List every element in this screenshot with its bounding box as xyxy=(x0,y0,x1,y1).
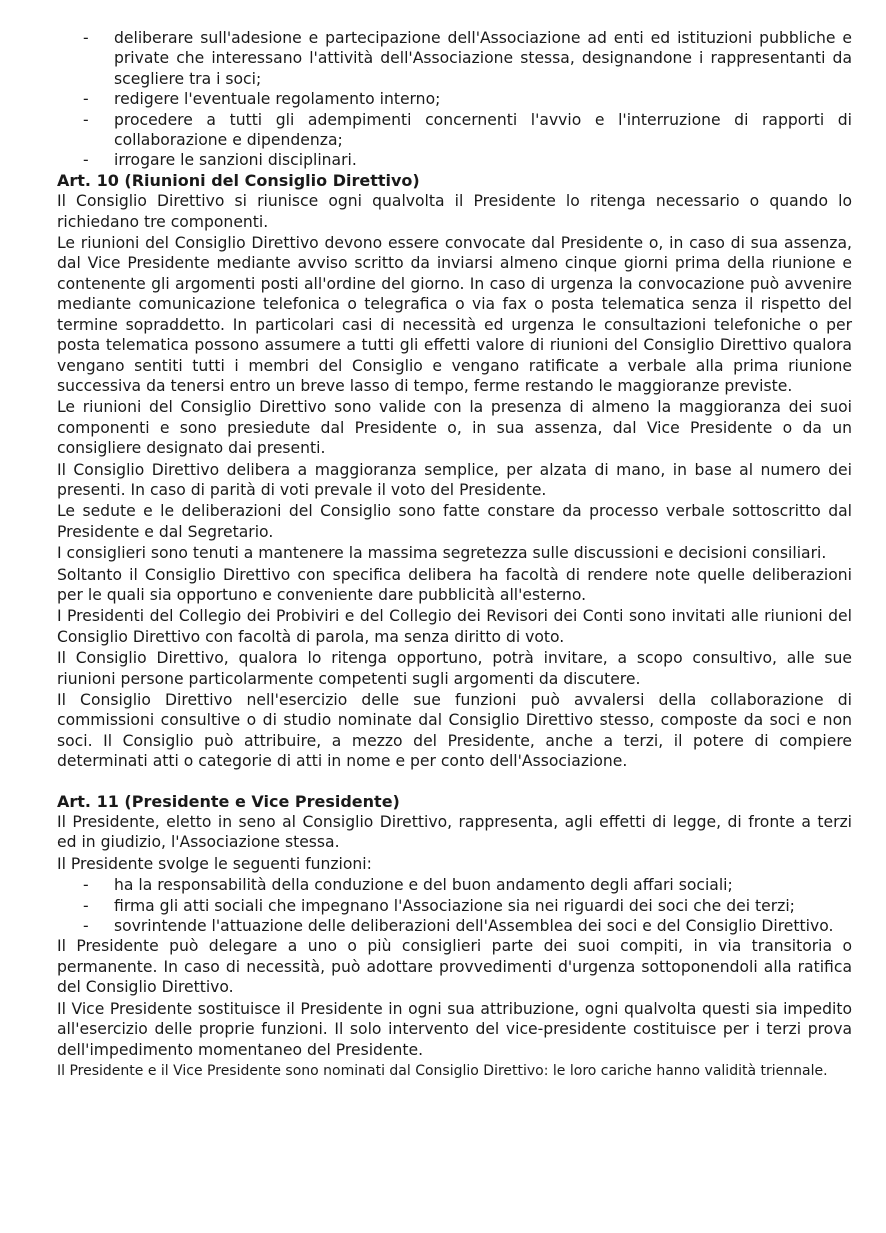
list-item-text: procedere a tutti gli adempimenti concernenti l'avvio e l'interruzione di rapporti di collaborazione e dipendenza; xyxy=(114,110,852,150)
list-item xyxy=(57,110,852,151)
bullet-dash: - xyxy=(83,917,89,936)
art10-heading: Art. 10 (Riunioni del Consiglio Direttivo) xyxy=(57,170,420,190)
bullet-dash: - xyxy=(83,876,89,895)
art11-heading: Art. 11 (Presidente e Vice Presidente) xyxy=(57,791,400,811)
bullet-dash: - xyxy=(83,151,89,170)
art10-paragraph: I consiglieri sono tenuti a mantenere la massima segretezza sulle discussioni e decisioni consiliari. xyxy=(57,544,827,563)
art10-paragraph: Il Consiglio Direttivo, qualora lo ritenga opportuno, potrà invitare, a scopo consultivo, alle sue riunioni persone particolarmente competenti sugli argomenti da discutere. xyxy=(57,649,852,688)
list-item-text: deliberare sull'adesione e partecipazione dell'Associazione ad enti ed istituzioni pubbliche e private che interessano l'attività dell'Associazione stessa, designandone i rappresentanti da scegliere tra i soci; xyxy=(114,29,852,88)
bullet-dash: - xyxy=(83,896,89,915)
president-duties-list xyxy=(57,875,852,936)
art10-paragraph: Il Consiglio Direttivo si riunisce ogni qualvolta il Presidente lo ritenga necessario o quando lo richiedano tre componenti. xyxy=(57,192,852,231)
art11-paragraph: Il Presidente può delegare a uno o più consiglieri parte dei suoi compiti, in via transitoria o permanente. In caso di necessità, può adottare provvedimenti d'urgenza sottoponendoli alla ratifica del Consiglio Direttivo. xyxy=(57,937,852,997)
list-item xyxy=(57,28,852,89)
art10-paragraph: Il Consiglio Direttivo nell'esercizio delle sue funzioni può avvalersi della collaborazione di commissioni consultive o di studio nominate dal Consiglio Direttivo stesso, composte da soci e non soci. Il Consiglio può attribuire, a mezzo del Presidente, anche a terzi, il potere di compiere determinati atti o categorie di atti in nome e per conto dell'Associazione. xyxy=(57,691,852,771)
bullet-dash: - xyxy=(83,29,89,47)
list-item-text: ha la responsabilità della conduzione e del buon andamento degli affari sociali; xyxy=(114,876,733,895)
art10-paragraph: Le riunioni del Consiglio Direttivo devono essere convocate dal Presidente o, in caso di sua assenza, dal Vice Presidente mediante avviso scritto da inviarsi almeno cinque giorni prima della riunione e contenente gli argomenti posti all'ordine del giorno. In caso di urgenza la convocazione può avvenire mediante comunicazione telefonica o telegrafica o via fax o posta telematica senza il rispetto del termine sopraddetto. In particolari casi di necessità ed urgenza le consultazioni telefoniche o per posta telematica possono assumere a tutti gli effetti valore di riunioni del Consiglio Direttivo qualora vengano sentiti tutti i membri del Consiglio e vengano ratificate a verbale alla prima riunione successiva da tenersi entro un breve lasso di tempo, ferme restando le maggioranze previste. xyxy=(57,234,852,395)
list-item-text: irrogare le sanzioni disciplinari. xyxy=(114,151,357,170)
art10-paragraph: Le riunioni del Consiglio Direttivo sono valide con la presenza di almeno la maggioranza dei suoi componenti e sono presiedute dal Presidente o, in sua assenza, dal Vice Presidente o da un consigliere designato dai presenti. xyxy=(57,398,852,458)
council-duties-list xyxy=(57,28,852,171)
list-item xyxy=(57,875,852,895)
art10-paragraph: Soltanto il Consiglio Direttivo con specifica delibera ha facoltà di rendere note quelle deliberazioni per le quali sia opportuno e conveniente dare pubblicità all'esterno. xyxy=(57,565,852,604)
list-item-text: redigere l'eventuale regolamento interno; xyxy=(114,90,441,109)
art10-paragraph: I Presidenti del Collegio dei Probiviri e del Collegio dei Revisori dei Conti sono invitati alle riunioni del Consiglio Direttivo con facoltà di parola, ma senza diritto di voto. xyxy=(57,607,852,646)
art11-final-paragraph: Il Presidente e il Vice Presidente sono nominati dal Consiglio Direttivo: le loro cariche hanno validità triennale. xyxy=(57,1062,828,1079)
art10-paragraph: Il Consiglio Direttivo delibera a maggioranza semplice, per alzata di mano, in base al numero dei presenti. In caso di parità di voti prevale il voto del Presidente. xyxy=(57,460,852,499)
document-page xyxy=(57,28,852,1081)
art11-paragraph: Il Presidente, eletto in seno al Consiglio Direttivo, rappresenta, agli effetti di legge, di fronte a terzi ed in giudizio, l'Associazione stessa. xyxy=(57,813,852,852)
list-item xyxy=(57,89,852,109)
art11-paragraph: Il Presidente svolge le seguenti funzioni: xyxy=(57,854,372,873)
list-item xyxy=(57,150,852,170)
bullet-dash: - xyxy=(83,90,89,109)
list-item-text: sovrintende l'attuazione delle deliberazioni dell'Assemblea dei soci e del Consiglio Direttivo. xyxy=(114,917,834,936)
list-item xyxy=(57,916,852,936)
list-item-text: firma gli atti sociali che impegnano l'Associazione sia nei riguardi dei soci che dei terzi; xyxy=(114,896,795,915)
list-item xyxy=(57,896,852,916)
bullet-dash: - xyxy=(83,110,89,129)
art11-paragraph: Il Vice Presidente sostituisce il Presidente in ogni sua attribuzione, ogni qualvolta questi sia impedito all'esercizio delle proprie funzioni. Il solo intervento del vice-presidente costituisce per i terzi prova dell'impedimento momentaneo del Presidente. xyxy=(57,999,852,1059)
art10-paragraph: Le sedute e le deliberazioni del Consiglio sono fatte constare da processo verbale sottoscritto dal Presidente e dal Segretario. xyxy=(57,502,852,541)
